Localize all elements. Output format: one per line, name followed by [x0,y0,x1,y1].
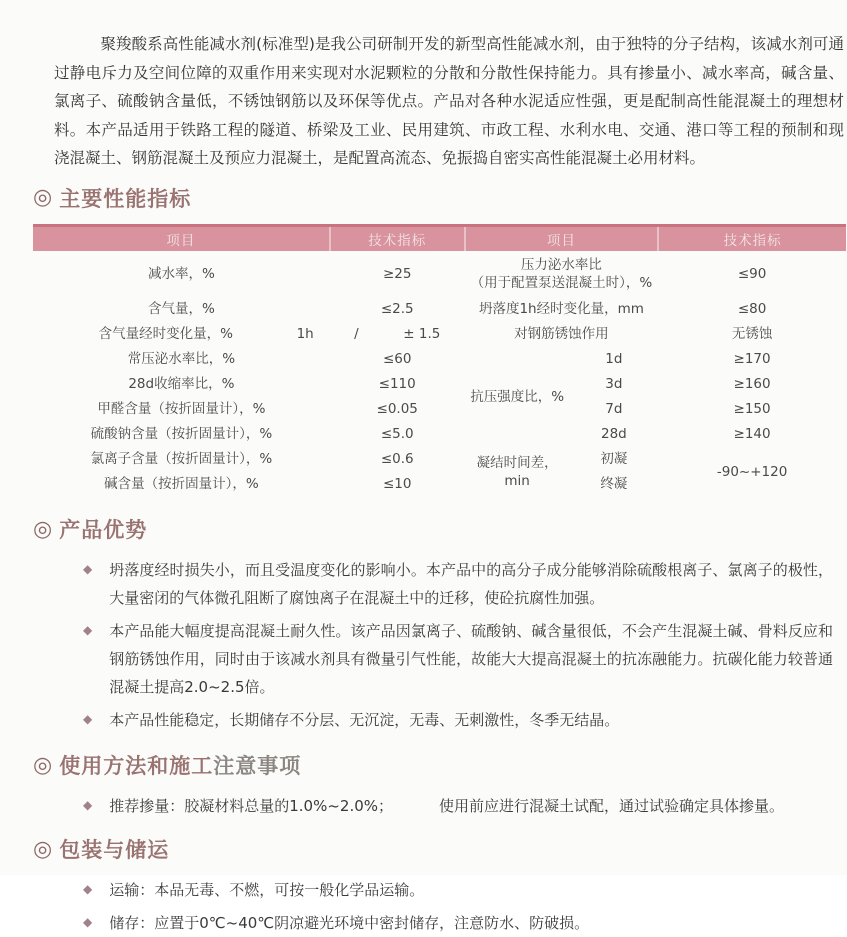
label-line-1: 压力泌水率比 [520,256,602,273]
spec-label-cell [33,322,330,347]
spec-value-cell [330,322,465,347]
spec-value-cell: ≤5.0 [380,426,414,443]
spec-label-cell: 对钢筋锈蚀作用 [514,326,609,343]
packaging-list [83,876,833,937]
header-cell-spec-2: 技术指标 [658,225,846,251]
spec-label-cell: 氯离子含量（按折固量计），% [90,451,273,468]
spec-label-cell: 减水率，% [147,265,215,282]
diamond-bullet-icon: ◆ [83,623,93,637]
spec-value-cell: ≤80 [737,301,767,318]
spec-label-cell: 常压泌水率比，% [127,351,236,368]
spec-label-cell: 坍落度1h经时变化量，mm [478,301,644,318]
spec-label-cell: 含气量，% [147,301,215,318]
header-cell-item: 项目 [33,225,330,251]
advantage-text: 本产品性能稳定，长期储存不分层、无沉淀，无毒、无刺激性，冬季无结晶。 [109,711,620,729]
header-cell-item-2: 项目 [465,225,658,251]
table-row [33,251,846,297]
spec-value-cell: ≤10 [382,476,412,493]
dosage-text: 推荐掺量：胶凝材料总量的1.0%~2.0%； [109,797,394,815]
spec-label: 含气量经时变化量，% [98,326,233,343]
label-line-2: （用于配置泵送混凝土时），% [470,275,653,291]
time-label: 1h [296,326,314,343]
list-item [83,909,833,937]
diamond-bullet-icon: ◆ [83,712,93,726]
section-title: 主要性能指标 [59,186,192,211]
advantage-text: 本产品能大幅度提高混凝土耐久性。该产品因氯离子、硫酸钠、碱含量很低，不会产生混凝土碱、骨料反应和钢筋锈蚀作用，同时由于该减水剂具有微量引气性能，故能大大提高混凝土的抗冻融能力。抗碳化能力较普通混凝土提高2.0~2.5倍。 [109,622,833,696]
diamond-bullet-icon: ◆ [83,798,93,812]
list-item [83,617,833,701]
spec-value-cell: ≤0.05 [376,401,418,418]
spec-label-cell: 硫酸钠含量（按折固量计），% [90,426,273,443]
table-row [33,372,846,397]
age-cell: 3d [605,376,623,393]
spec-label-cell: 碱含量（按折固量计），% [104,476,259,493]
section-title: 使用方法和施工 [59,754,214,778]
section-heading-advantages [33,514,847,544]
spec-label-cell: 28d收缩率比，% [128,376,235,393]
diamond-bullet-icon: ◆ [83,882,93,896]
spec-value-cell: ≥160 [733,376,771,393]
table-row [33,397,846,422]
advantage-text: 坍落度经时损失小，而且受温度变化的影响小。本产品中的高分子成分能够消除硫酸根离子、氯离子的极性，大量密闭的气体微孔阻断了腐蚀离子在混凝土中的迁移，使砼抗腐性加强。 [109,561,833,607]
spec-value-cell: ≤2.5 [380,301,414,318]
intro-paragraph: 聚羧酸系高性能减水剂(标准型)是我公司研制开发的新型高性能减水剂，由于独特的分子结构，该减水剂可通过静电斥力及空间位障的双重作用来实现对水泥颗粒的分散和分散性保持能力。具有掺量小、减水率高，碱含量、氯离子、硫酸钠含量低，不锈蚀钢筋以及环保等优点。产品对各种水泥适应性强，更是配制高性能混凝土的理想材料。本产品适用于铁路工程的隧道、桥梁及工业、民用建筑、市政工程、水利水电、交通、港口等工程的预制和现浇混凝土、钢筋混凝土及预应力混凝土，是配置高流态、免振捣自密实高性能混凝土必用材料。 [54,35,844,167]
header-cell-spec: 技术指标 [330,225,465,251]
spec-value-cell: -90~+120 [716,463,788,480]
table-header-row [33,225,846,251]
table-row [33,422,846,447]
section-title: 包装与储运 [59,838,170,862]
list-item [83,792,833,820]
slash-divider: / [354,326,359,343]
spec-value-cell: ≤0.6 [380,451,414,468]
usage-list [83,792,833,820]
section-title: 产品优势 [59,518,148,542]
spec-label-cell: 甲醛含量（按折固量计），% [97,401,266,418]
section-heading-packaging [33,834,847,864]
table-row [33,447,846,472]
usage-note-text: 使用前应进行混凝土试配，通过试验确定具体掺量。 [439,797,785,815]
spec-value-cell: ≤90 [737,265,767,282]
double-circle-icon: ◎ [33,185,54,210]
double-circle-icon: ◎ [33,836,54,862]
diamond-bullet-icon: ◆ [83,562,93,576]
list-item [83,556,833,612]
section-heading-usage [33,750,847,780]
spec-value-cell: ≥170 [733,351,771,368]
list-item [83,876,833,904]
spec-value-cell: ≥150 [733,401,771,418]
table-row [33,322,846,347]
table-row [33,347,846,372]
setting-final-cell: 终凝 [600,476,628,493]
performance-table [33,224,846,498]
age-cell: 28d [600,426,627,443]
spec-value-cell: 无锈蚀 [731,326,773,343]
advantages-list [83,556,833,734]
double-circle-icon: ◎ [33,752,54,778]
age-cell: 7d [605,401,623,418]
double-circle-icon: ◎ [33,516,54,542]
spec-value-cell: ≤110 [378,376,416,393]
spec-label-cell [465,251,658,297]
section-heading-performance [33,183,847,213]
list-item [83,706,833,734]
storage-text: 储存：应置于0℃~40℃阴凉避光环境中密封储存，注意防水、防破损。 [109,914,590,932]
diamond-bullet-icon: ◆ [83,915,93,929]
usage-text [109,792,784,820]
setting-initial-cell: 初凝 [600,451,628,468]
spec-value-cell: ≤60 [382,351,412,368]
section-title-sub: 注意事项 [213,754,302,778]
transport-text: 运输：本品无毒、不燃，可按一般化学品运输。 [109,881,425,899]
spec-group-label-cell: 抗压强度比，% [470,388,565,405]
spec-group-label-cell: 凝结时间差，min [476,454,558,489]
spec-value-cell: ≥140 [733,426,771,443]
spec-value-cell: ≥25 [382,265,412,282]
table-row [33,297,846,322]
age-cell: 1d [605,351,623,368]
spec-value: ± 1.5 [403,326,441,343]
